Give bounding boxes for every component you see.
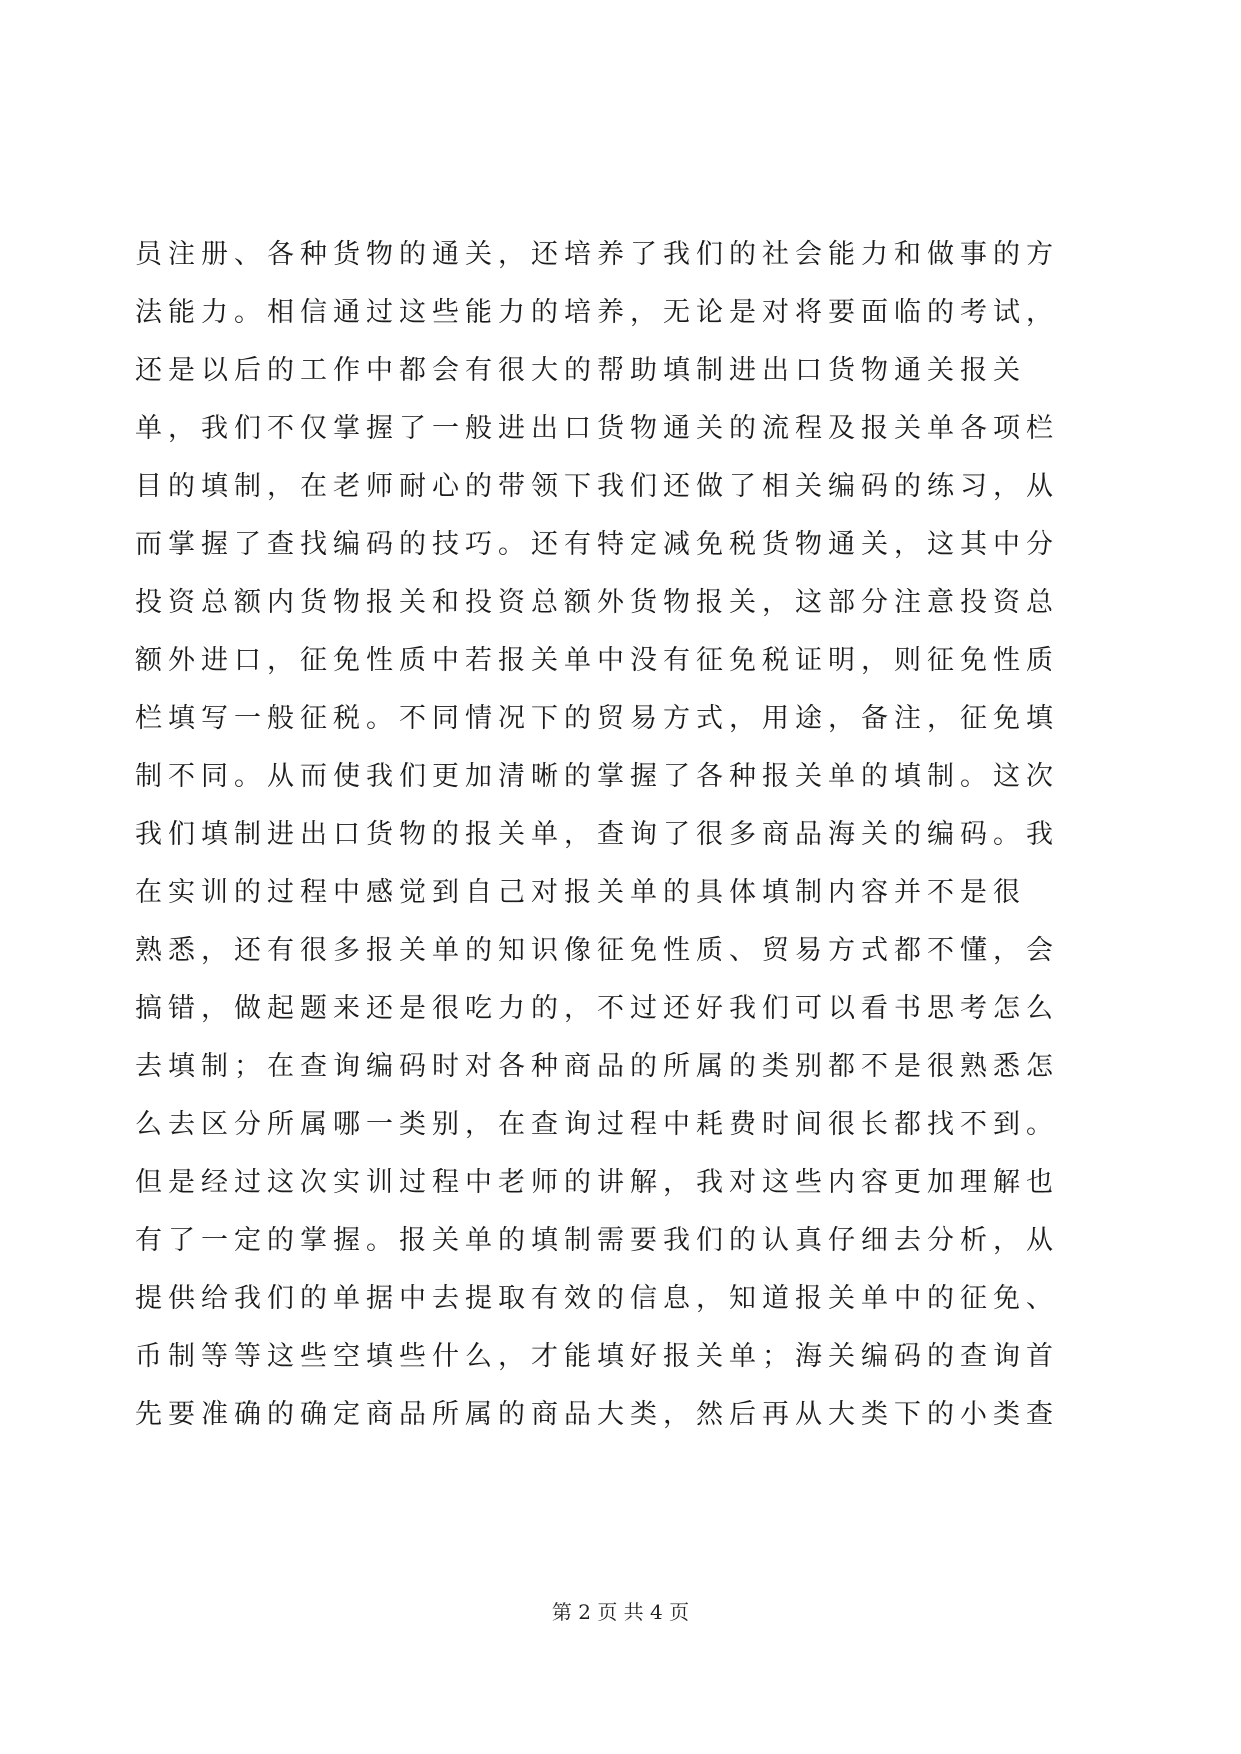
text-line: 法能力。相信通过这些能力的培养，无论是对将要面临的考试， — [135, 297, 1059, 328]
text-line: 去填制；在查询编码时对各种商品的所属的类别都不是很熟悉怎 — [135, 1051, 1059, 1082]
text-line: 有了一定的掌握。报关单的填制需要我们的认真仔细去分析，从 — [135, 1225, 1059, 1256]
text-line: 币制等等这些空填些什么，才能填好报关单；海关编码的查询首 — [135, 1341, 1059, 1372]
text-line: 熟悉，还有很多报关单的知识像征免性质、贸易方式都不懂，会 — [135, 935, 1059, 966]
text-line: 么去区分所属哪一类别，在查询过程中耗费时间很长都找不到。 — [135, 1109, 1059, 1140]
text-line: 而掌握了查找编码的技巧。还有特定减免税货物通关，这其中分 — [135, 529, 1059, 560]
text-line: 员注册、各种货物的通关，还培养了我们的社会能力和做事的方 — [135, 239, 1059, 270]
body-text — [135, 226, 1115, 1444]
text-line: 搞错，做起题来还是很吃力的，不过还好我们可以看书思考怎么 — [135, 993, 1059, 1024]
text-line: 在实训的过程中感觉到自己对报关单的具体填制内容并不是很 — [135, 877, 1026, 908]
text-line: 我们填制进出口货物的报关单，查询了很多商品海关的编码。我 — [135, 819, 1059, 850]
text-line: 栏填写一般征税。不同情况下的贸易方式，用途，备注，征免填 — [135, 703, 1059, 734]
text-line: 投资总额内货物报关和投资总额外货物报关，这部分注意投资总 — [135, 587, 1059, 618]
text-line: 额外进口，征免性质中若报关单中没有征免税证明，则征免性质 — [135, 645, 1059, 676]
text-line: 但是经过这次实训过程中老师的讲解，我对这些内容更加理解也 — [135, 1167, 1059, 1198]
text-line: 还是以后的工作中都会有很大的帮助填制进出口货物通关报关 — [135, 355, 1026, 386]
text-line: 制不同。从而使我们更加清晰的掌握了各种报关单的填制。这次 — [135, 761, 1059, 792]
text-line: 先要准确的确定商品所属的商品大类，然后再从大类下的小类查 — [135, 1399, 1059, 1430]
page-number-footer: 第 2 页 共 4 页 — [551, 1600, 690, 1624]
text-line: 单，我们不仅掌握了一般进出口货物通关的流程及报关单各项栏 — [135, 413, 1059, 444]
text-line: 目的填制，在老师耐心的带领下我们还做了相关编码的练习，从 — [135, 471, 1059, 502]
text-line: 提供给我们的单据中去提取有效的信息，知道报关单中的征免、 — [135, 1283, 1059, 1314]
